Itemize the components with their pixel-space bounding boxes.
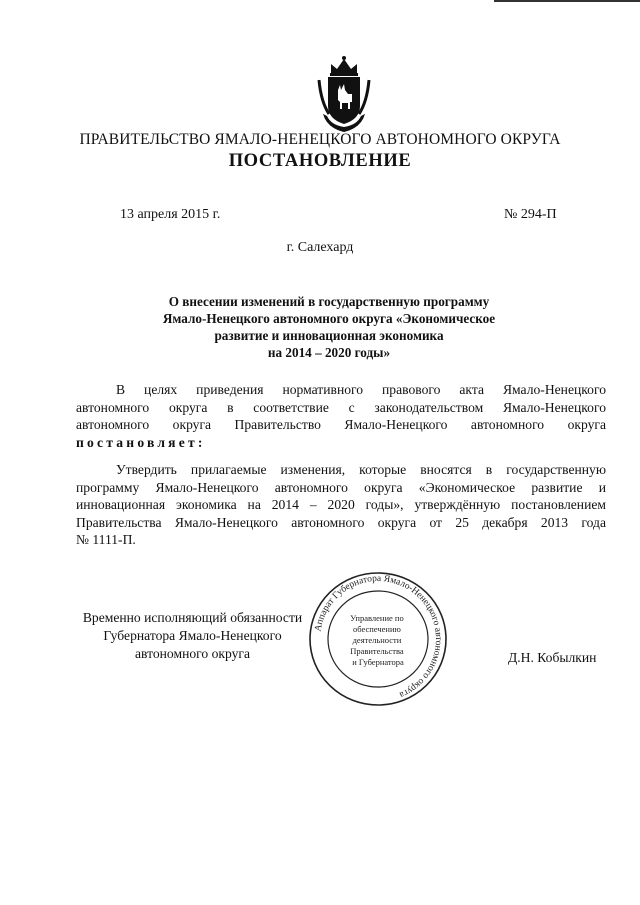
paragraph-line: Утвердить прилагаемые изменения, которые вносятся в государственную (116, 462, 606, 477)
seal-inner-line: Управление по (350, 613, 404, 623)
coat-of-arms-emblem (317, 54, 371, 136)
document-city: г. Салехард (286, 240, 354, 255)
title-line: О внесении изменений в государственную программу (168, 294, 490, 309)
title-line: Ямало-Ненецкого автономного округа «Экономическое (162, 311, 496, 326)
seal-inner-line: и Губернатора (352, 657, 404, 667)
seal-ring-text: Аппарат Губернатора Ямало-Ненецкого автономного округа (313, 573, 444, 700)
seal-inner-line: деятельности (352, 635, 402, 645)
paragraph-line: инновационная экономика на 2014 – 2020 годы», утверждённую постановлением (76, 497, 606, 513)
signatory-position (60, 609, 325, 663)
paragraph-line: № 1111-П. (76, 532, 136, 548)
position-line: Губернатора Ямало-Ненецкого (103, 628, 282, 643)
title-line: на 2014 – 2020 годы» (267, 345, 391, 360)
organization-name: ПРАВИТЕЛЬСТВО ЯМАЛО-НЕНЕЦКОГО АВТОНОМНОГО ОКРУГА (79, 131, 561, 148)
title-line: развитие и инновационная экономика (214, 328, 444, 343)
document-type: ПОСТАНОВЛЕНИЕ (228, 151, 412, 171)
paragraph-line: программу Ямало-Ненецкого автономного округа «Экономическое развитие и (76, 479, 606, 495)
seal-inner-line: Правительства (350, 646, 404, 656)
paragraph-line: Правительства Ямало-Ненецкого автономного округа от 25 декабря 2013 года (76, 514, 606, 530)
document-number: № 294-П (504, 207, 557, 222)
position-line: Временно исполняющий обязанности (82, 610, 303, 625)
paragraph-line: В целях приведения нормативного правового акта Ямало-Ненецкого (116, 382, 606, 397)
document-date: 13 апреля 2015 г. (120, 207, 221, 222)
decree-keyword: постановляет: (76, 434, 206, 450)
svg-text:Управление по обеспечени (350, 613, 406, 667)
signatory-name: Д.Н. Кобылкин (508, 650, 597, 665)
seal-inner-line: обеспечению (353, 624, 401, 634)
paragraph-line: автономного округа в соответствие с законодательством Ямало-Ненецкого (76, 399, 606, 415)
paragraph-line: автономного округа Правительство Ямало-Ненецкого автономного округа (76, 417, 606, 433)
document-title (120, 293, 538, 361)
official-seal-stamp (298, 568, 458, 710)
preamble-paragraph (76, 381, 606, 451)
top-edge-mark (494, 0, 640, 2)
resolution-paragraph (76, 461, 606, 549)
position-line: автономного округа (134, 646, 250, 661)
